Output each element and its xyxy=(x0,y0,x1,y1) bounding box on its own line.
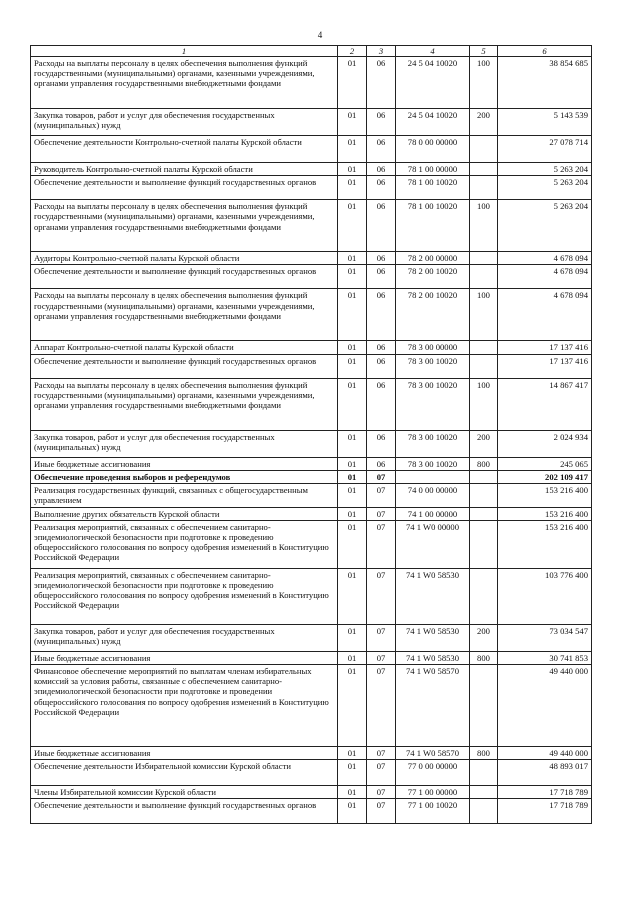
expense-type-cell: 100 xyxy=(470,200,498,252)
section-code-cell: 01 xyxy=(338,651,367,664)
subsection-code-cell: 07 xyxy=(367,747,396,760)
page-number: 4 xyxy=(317,30,323,40)
row-name-cell: Реализация государственных функций, связанных с общегосударственным управлением xyxy=(31,483,338,507)
target-article-cell: 74 0 00 00000 xyxy=(396,483,470,507)
amount-cell: 103 776 400 xyxy=(498,568,592,624)
target-article-cell: 78 3 00 10020 xyxy=(396,354,470,378)
section-code-cell: 01 xyxy=(338,483,367,507)
row-name-cell: Иные бюджетные ассигнования xyxy=(31,747,338,760)
amount-cell: 14 867 417 xyxy=(498,378,592,430)
column-header: 3 xyxy=(367,46,396,57)
row-name-cell: Обеспечение деятельности и выполнение функций государственных органов xyxy=(31,354,338,378)
column-header: 1 xyxy=(31,46,338,57)
subsection-code-cell: 06 xyxy=(367,430,396,457)
section-code-cell: 01 xyxy=(338,109,367,136)
subsection-code-cell: 06 xyxy=(367,354,396,378)
row-name-cell: Обеспечение деятельности и выполнение функций государственных органов xyxy=(31,176,338,200)
table-row xyxy=(31,520,592,568)
expense-type-cell: 800 xyxy=(470,651,498,664)
expense-type-cell: 100 xyxy=(470,289,498,341)
amount-cell: 245 065 xyxy=(498,457,592,470)
section-code-cell: 01 xyxy=(338,624,367,651)
subsection-code-cell: 07 xyxy=(367,651,396,664)
subsection-code-cell: 07 xyxy=(367,507,396,520)
section-code-cell: 01 xyxy=(338,665,367,747)
target-article-cell: 78 1 00 10020 xyxy=(396,200,470,252)
subsection-code-cell: 07 xyxy=(367,786,396,799)
table-row xyxy=(31,136,592,163)
target-article-cell: 78 2 00 00000 xyxy=(396,252,470,265)
column-header: 2 xyxy=(338,46,367,57)
row-name-cell: Руководитель Контрольно-счетной палаты Курской области xyxy=(31,163,338,176)
subsection-code-cell: 06 xyxy=(367,136,396,163)
section-code-cell: 01 xyxy=(338,760,367,786)
column-header: 4 xyxy=(396,46,470,57)
target-article-cell: 78 1 00 10020 xyxy=(396,176,470,200)
budget-table xyxy=(30,45,592,824)
amount-cell: 153 216 400 xyxy=(498,507,592,520)
subsection-code-cell: 06 xyxy=(367,109,396,136)
subsection-code-cell: 06 xyxy=(367,57,396,109)
table-header-row xyxy=(31,46,592,57)
row-name-cell: Обеспечение деятельности и выполнение функций государственных органов xyxy=(31,265,338,289)
target-article-cell xyxy=(396,470,470,483)
amount-cell: 4 678 094 xyxy=(498,252,592,265)
row-name-cell: Обеспечение проведения выборов и референдумов xyxy=(31,470,338,483)
amount-cell: 30 741 853 xyxy=(498,651,592,664)
subsection-code-cell: 06 xyxy=(367,176,396,200)
row-name-cell: Финансовое обеспечение мероприятий по выплатам членам избирательных комиссий за условия работы, связанные с обеспечением санитарно-эпидемиологической безопасности при подготовке и проведении общероссийского голосования по вопросу одобрения изменений в Конституцию Российской Федерации xyxy=(31,665,338,747)
amount-cell: 73 034 547 xyxy=(498,624,592,651)
expense-type-cell: 200 xyxy=(470,109,498,136)
table-row xyxy=(31,568,592,624)
amount-cell: 5 263 204 xyxy=(498,163,592,176)
column-header: 5 xyxy=(470,46,498,57)
target-article-cell: 78 3 00 10020 xyxy=(396,457,470,470)
section-code-cell: 01 xyxy=(338,747,367,760)
expense-type-cell: 100 xyxy=(470,57,498,109)
target-article-cell: 78 2 00 10020 xyxy=(396,265,470,289)
target-article-cell: 77 1 00 00000 xyxy=(396,786,470,799)
target-article-cell: 74 1 W0 58570 xyxy=(396,747,470,760)
table-row xyxy=(31,252,592,265)
section-code-cell: 01 xyxy=(338,265,367,289)
table-row xyxy=(31,163,592,176)
row-name-cell: Аудиторы Контрольно-счетной палаты Курской области xyxy=(31,252,338,265)
row-name-cell: Иные бюджетные ассигнования xyxy=(31,457,338,470)
row-name-cell: Обеспечение деятельности Избирательной комиссии Курской области xyxy=(31,760,338,786)
amount-cell: 49 440 000 xyxy=(498,747,592,760)
amount-cell: 5 143 539 xyxy=(498,109,592,136)
section-code-cell: 01 xyxy=(338,163,367,176)
section-code-cell: 01 xyxy=(338,786,367,799)
expense-type-cell xyxy=(470,520,498,568)
row-name-cell: Аппарат Контрольно-счетной палаты Курской области xyxy=(31,341,338,354)
expense-type-cell xyxy=(470,665,498,747)
subsection-code-cell: 07 xyxy=(367,483,396,507)
row-name-cell: Расходы на выплаты персоналу в целях обеспечения выполнения функций государственными (муниципальными) органами, казенными учреждениями, органами управления государственными внебюджетными фондами xyxy=(31,57,338,109)
target-article-cell: 77 1 00 10020 xyxy=(396,799,470,824)
target-article-cell: 74 1 W0 00000 xyxy=(396,520,470,568)
section-code-cell: 01 xyxy=(338,457,367,470)
column-header: 6 xyxy=(498,46,592,57)
subsection-code-cell: 06 xyxy=(367,378,396,430)
table-row xyxy=(31,378,592,430)
row-name-cell: Закупка товаров, работ и услуг для обеспечения государственных (муниципальных) нужд xyxy=(31,109,338,136)
row-name-cell: Члены Избирательной комиссии Курской области xyxy=(31,786,338,799)
row-name-cell: Реализация мероприятий, связанных с обеспечением санитарно-эпидемиологической безопасности при подготовке к проведению общероссийского голосования по вопросу одобрения изменений в Конституцию Российской Федерации xyxy=(31,520,338,568)
section-code-cell: 01 xyxy=(338,799,367,824)
table-row xyxy=(31,665,592,747)
amount-cell: 202 109 417 xyxy=(498,470,592,483)
expense-type-cell xyxy=(470,136,498,163)
table-row xyxy=(31,289,592,341)
row-name-cell: Реализация мероприятий, связанных с обеспечением санитарно-эпидемиологической безопасности при подготовке к проведению общероссийского голосования по вопросу одобрения изменений в Конституцию Российской Федерации xyxy=(31,568,338,624)
amount-cell: 2 024 934 xyxy=(498,430,592,457)
target-article-cell: 78 0 00 00000 xyxy=(396,136,470,163)
target-article-cell: 78 2 00 10020 xyxy=(396,289,470,341)
expense-type-cell xyxy=(470,799,498,824)
amount-cell: 48 893 017 xyxy=(498,760,592,786)
amount-cell: 4 678 094 xyxy=(498,289,592,341)
row-name-cell: Обеспечение деятельности Контрольно-счетной палаты Курской области xyxy=(31,136,338,163)
row-name-cell: Закупка товаров, работ и услуг для обеспечения государственных (муниципальных) нужд xyxy=(31,430,338,457)
subsection-code-cell: 06 xyxy=(367,289,396,341)
table-row xyxy=(31,430,592,457)
table-row xyxy=(31,200,592,252)
expense-type-cell xyxy=(470,483,498,507)
amount-cell: 38 854 685 xyxy=(498,57,592,109)
row-name-cell: Закупка товаров, работ и услуг для обеспечения государственных (муниципальных) нужд xyxy=(31,624,338,651)
section-code-cell: 01 xyxy=(338,176,367,200)
table-row xyxy=(31,265,592,289)
section-code-cell: 01 xyxy=(338,470,367,483)
amount-cell: 5 263 204 xyxy=(498,200,592,252)
subsection-code-cell: 07 xyxy=(367,799,396,824)
subsection-code-cell: 06 xyxy=(367,200,396,252)
subsection-code-cell: 07 xyxy=(367,760,396,786)
subsection-code-cell: 06 xyxy=(367,341,396,354)
section-code-cell: 01 xyxy=(338,200,367,252)
row-name-cell: Расходы на выплаты персоналу в целях обеспечения выполнения функций государственными (муниципальными) органами, казенными учреждениями, органами управления государственными внебюджетными фондами xyxy=(31,378,338,430)
target-article-cell: 74 1 00 00000 xyxy=(396,507,470,520)
amount-cell: 27 078 714 xyxy=(498,136,592,163)
subsection-code-cell: 06 xyxy=(367,163,396,176)
subsection-code-cell: 06 xyxy=(367,457,396,470)
amount-cell: 153 216 400 xyxy=(498,483,592,507)
expense-type-cell xyxy=(470,568,498,624)
section-code-cell: 01 xyxy=(338,430,367,457)
section-code-cell: 01 xyxy=(338,57,367,109)
amount-cell: 5 263 204 xyxy=(498,176,592,200)
table-row xyxy=(31,457,592,470)
table-row xyxy=(31,786,592,799)
expense-type-cell: 100 xyxy=(470,378,498,430)
expense-type-cell xyxy=(470,341,498,354)
expense-type-cell xyxy=(470,786,498,799)
expense-type-cell: 800 xyxy=(470,457,498,470)
section-code-cell: 01 xyxy=(338,354,367,378)
table-row xyxy=(31,747,592,760)
table-row xyxy=(31,760,592,786)
table-row xyxy=(31,57,592,109)
expense-type-cell xyxy=(470,265,498,289)
table-row xyxy=(31,109,592,136)
section-code-cell: 01 xyxy=(338,252,367,265)
table-row xyxy=(31,354,592,378)
section-code-cell: 01 xyxy=(338,568,367,624)
expense-type-cell xyxy=(470,252,498,265)
section-code-cell: 01 xyxy=(338,520,367,568)
row-name-cell: Расходы на выплаты персоналу в целях обеспечения выполнения функций государственными (муниципальными) органами, казенными учреждениями, органами управления государственными внебюджетными фондами xyxy=(31,200,338,252)
expense-type-cell xyxy=(470,507,498,520)
section-code-cell: 01 xyxy=(338,341,367,354)
target-article-cell: 74 1 W0 58530 xyxy=(396,624,470,651)
target-article-cell: 78 3 00 10020 xyxy=(396,378,470,430)
amount-cell: 49 440 000 xyxy=(498,665,592,747)
section-code-cell: 01 xyxy=(338,136,367,163)
expense-type-cell xyxy=(470,760,498,786)
expense-type-cell: 800 xyxy=(470,747,498,760)
table-row xyxy=(31,507,592,520)
subsection-code-cell: 06 xyxy=(367,252,396,265)
target-article-cell: 74 1 W0 58530 xyxy=(396,651,470,664)
amount-cell: 153 216 400 xyxy=(498,520,592,568)
expense-type-cell: 200 xyxy=(470,430,498,457)
expense-type-cell xyxy=(470,470,498,483)
subsection-code-cell: 07 xyxy=(367,470,396,483)
section-code-cell: 01 xyxy=(338,289,367,341)
target-article-cell: 24 5 04 10020 xyxy=(396,57,470,109)
section-code-cell: 01 xyxy=(338,507,367,520)
target-article-cell: 78 3 00 00000 xyxy=(396,341,470,354)
row-name-cell: Иные бюджетные ассигнования xyxy=(31,651,338,664)
row-name-cell: Выполнение других обязательств Курской области xyxy=(31,507,338,520)
amount-cell: 17 137 416 xyxy=(498,341,592,354)
subsection-code-cell: 07 xyxy=(367,624,396,651)
table-row xyxy=(31,799,592,824)
table-row xyxy=(31,341,592,354)
amount-cell: 17 718 789 xyxy=(498,786,592,799)
expense-type-cell xyxy=(470,163,498,176)
table-row xyxy=(31,483,592,507)
table-row xyxy=(31,651,592,664)
amount-cell: 4 678 094 xyxy=(498,265,592,289)
subsection-code-cell: 07 xyxy=(367,665,396,747)
amount-cell: 17 718 789 xyxy=(498,799,592,824)
table-row xyxy=(31,176,592,200)
table-row xyxy=(31,470,592,483)
section-code-cell: 01 xyxy=(338,378,367,430)
target-article-cell: 78 3 00 10020 xyxy=(396,430,470,457)
row-name-cell: Обеспечение деятельности и выполнение функций государственных органов xyxy=(31,799,338,824)
expense-type-cell: 200 xyxy=(470,624,498,651)
target-article-cell: 74 1 W0 58570 xyxy=(396,665,470,747)
subsection-code-cell: 07 xyxy=(367,568,396,624)
target-article-cell: 74 1 W0 58530 xyxy=(396,568,470,624)
expense-type-cell xyxy=(470,176,498,200)
row-name-cell: Расходы на выплаты персоналу в целях обеспечения выполнения функций государственными (муниципальными) органами, казенными учреждениями, органами управления государственными внебюджетными фондами xyxy=(31,289,338,341)
expense-type-cell xyxy=(470,354,498,378)
amount-cell: 17 137 416 xyxy=(498,354,592,378)
subsection-code-cell: 06 xyxy=(367,265,396,289)
subsection-code-cell: 07 xyxy=(367,520,396,568)
table-row xyxy=(31,624,592,651)
target-article-cell: 78 1 00 00000 xyxy=(396,163,470,176)
target-article-cell: 77 0 00 00000 xyxy=(396,760,470,786)
target-article-cell: 24 5 04 10020 xyxy=(396,109,470,136)
